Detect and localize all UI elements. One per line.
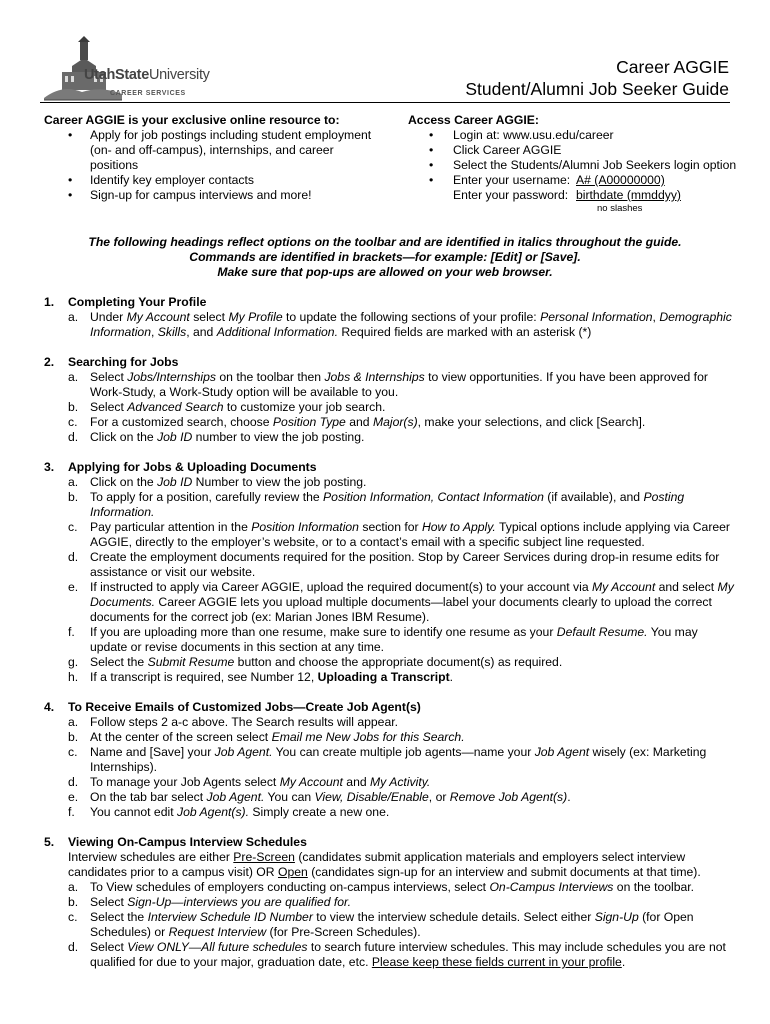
password-line: [408, 188, 738, 203]
logo-subtitle: CAREER SERVICES: [110, 90, 186, 97]
list-item: f. You cannot edit Job Agent(s). Simply create a new one.: [68, 805, 390, 819]
section-number: 2.: [44, 355, 55, 369]
list-item: a. Under My Account select My Profile to update the following sections of your profile: Personal Information, Demographic Information, Skills, and Additional Information. Required fields are marked with an asterisk (*): [68, 310, 732, 339]
header-divider: [40, 102, 730, 103]
intro-left-list: [44, 128, 384, 203]
section-title: Searching for Jobs: [68, 355, 179, 369]
list-item: a. Click on the Job ID Number to view the job posting.: [68, 475, 367, 489]
section-interview-schedules: [44, 835, 734, 970]
list-item: a. To View schedules of employers conducting on-campus interviews, select On-Campus Interviews on the toolbar.: [68, 880, 695, 894]
logo-brand-light: University: [148, 67, 210, 83]
guide-sections: [44, 295, 734, 985]
list-item: d. Select View ONLY—All future schedules to search future interview schedules. This may include schedules you are not qualified for due to your major, graduation date, etc. Please keep these fields current in your profile.: [68, 940, 726, 969]
password-label: Enter your password:: [453, 188, 569, 202]
section-completing-profile: [44, 295, 734, 340]
list-item: • Login at: www.usu.edu/career: [408, 128, 738, 143]
notice-line-1: The following headings reflect options on the toolbar and are identified in italics throughout the guide.: [88, 235, 682, 249]
list-item: • Click Career AGGIE: [408, 143, 738, 158]
intro-right-column: [408, 113, 738, 214]
list-item: c. Pay particular attention in the Position Information section for How to Apply. Typical options include applying via Career AGGIE, directly to the employer’s website, or to a contact’s email with a specific subject line requested.: [68, 520, 730, 549]
section-heading: [44, 355, 734, 370]
notice-line-2: Commands are identified in brackets—for example: [Edit] or [Save].: [189, 250, 581, 264]
list-item: g. Select the Submit Resume button and choose the appropriate document(s) as required.: [68, 655, 563, 669]
section-heading: [44, 295, 734, 310]
section-title: Viewing On-Campus Interview Schedules: [68, 835, 307, 849]
list-item: d. To manage your Job Agents select My Account and My Activity.: [68, 775, 431, 789]
section-paragraph: Interview schedules are either Pre-Screen (candidates submit application materials and employers select interview candidates prior to a campus visit) OR Open (candidates sign-up for an interview and submit documents at that time).: [68, 850, 701, 879]
username-value: A# (A00000000): [576, 173, 665, 187]
list-item: b. At the center of the screen select Email me New Jobs for this Search.: [68, 730, 465, 744]
item-letter: a.: [68, 310, 79, 324]
logo-wordmark: [84, 68, 210, 83]
section-number: 1.: [44, 295, 55, 309]
list-item: h. If a transcript is required, see Number 12, Uploading a Transcript.: [68, 670, 454, 684]
section-title: Completing Your Profile: [68, 295, 207, 309]
list-item: b. To apply for a position, carefully review the Position Information, Contact Information (if available), and Posting Information.: [68, 490, 685, 519]
title-line-1: Career AGGIE: [616, 57, 729, 77]
logo-brand-bold: UtahState: [84, 67, 149, 83]
section-applying-jobs: [44, 460, 734, 685]
section-title: To Receive Emails of Customized Jobs—Create Job Agent(s): [68, 700, 421, 714]
list-item: a. Follow steps 2 a-c above. The Search results will appear.: [68, 715, 399, 729]
list-item: • Apply for job postings including student employment (on- and off-campus), internships, and career positions: [44, 128, 384, 173]
list-item-username: [408, 173, 738, 188]
username-label: Enter your username:: [453, 173, 571, 187]
list-item: • Select the Students/Alumni Job Seekers login option: [408, 158, 738, 173]
section-heading: [44, 835, 734, 850]
section-number: 5.: [44, 835, 55, 849]
section-number: 3.: [44, 460, 55, 474]
list-item: a. Select Jobs/Internships on the toolbar then Jobs & Internships to view opportunities. If you have been approved for Work-Study, a Work-Study option will be available to you.: [68, 370, 708, 399]
password-note: no slashes: [597, 203, 643, 214]
intro-right-list: [408, 128, 738, 188]
list-item: c. Select the Interview Schedule ID Number to view the interview schedule details. Select either Sign-Up (for Open Schedules) or Request Interview (for Pre-Screen Schedules).: [68, 910, 694, 939]
list-item: d. Create the employment documents required for the position. Stop by Career Services during drop-in resume edits for assistance or visit our website.: [68, 550, 720, 579]
list-item: c. Name and [Save] your Job Agent. You can create multiple job agents—name your Job Agent wisely (ex: Marketing Internships).: [68, 745, 707, 774]
intro-left-column: [44, 113, 384, 203]
toolbar-notice: [40, 235, 730, 280]
list-item: f. If you are uploading more than one resume, make sure to identify one resume as your Default Resume. You may update or revise documents in this section at any time.: [68, 625, 698, 654]
list-item: • Identify key employer contacts: [44, 173, 384, 188]
list-item: e. If instructed to apply via Career AGGIE, upload the required document(s) to your account via My Account and select My Documents. Career AGGIE lets you upload multiple documents—label your documents clearly to upload the correct documents for the correct job (ex: Marian Jones IBM Resume).: [68, 580, 734, 624]
section-title: Applying for Jobs & Uploading Documents: [68, 460, 317, 474]
list-item: b. Select Advanced Search to customize your job search.: [68, 400, 386, 414]
list-item: c. For a customized search, choose Position Type and Major(s), make your selections, and click [Search].: [68, 415, 646, 429]
notice-line-3: Make sure that pop-ups are allowed on your web browser.: [217, 265, 553, 279]
intro-right-heading: Access Career AGGIE:: [408, 113, 539, 127]
section-job-agents: [44, 700, 734, 820]
list-item: b. Select Sign-Up—interviews you are qualified for.: [68, 895, 352, 909]
section-number: 4.: [44, 700, 55, 714]
section-heading: [44, 460, 734, 475]
list-item: • Sign-up for campus interviews and more!: [44, 188, 384, 203]
section-heading: [44, 700, 734, 715]
document-title: [465, 56, 729, 100]
intro-left-heading: Career AGGIE is your exclusive online resource to:: [44, 113, 340, 127]
list-item: e. On the tab bar select Job Agent. You can View, Disable/Enable, or Remove Job Agent(s).: [68, 790, 571, 804]
section-searching-jobs: [44, 355, 734, 445]
password-value: birthdate (mmddyy): [576, 188, 681, 202]
title-line-2: Student/Alumni Job Seeker Guide: [465, 79, 729, 99]
list-item: d. Click on the Job ID number to view the job posting.: [68, 430, 365, 444]
